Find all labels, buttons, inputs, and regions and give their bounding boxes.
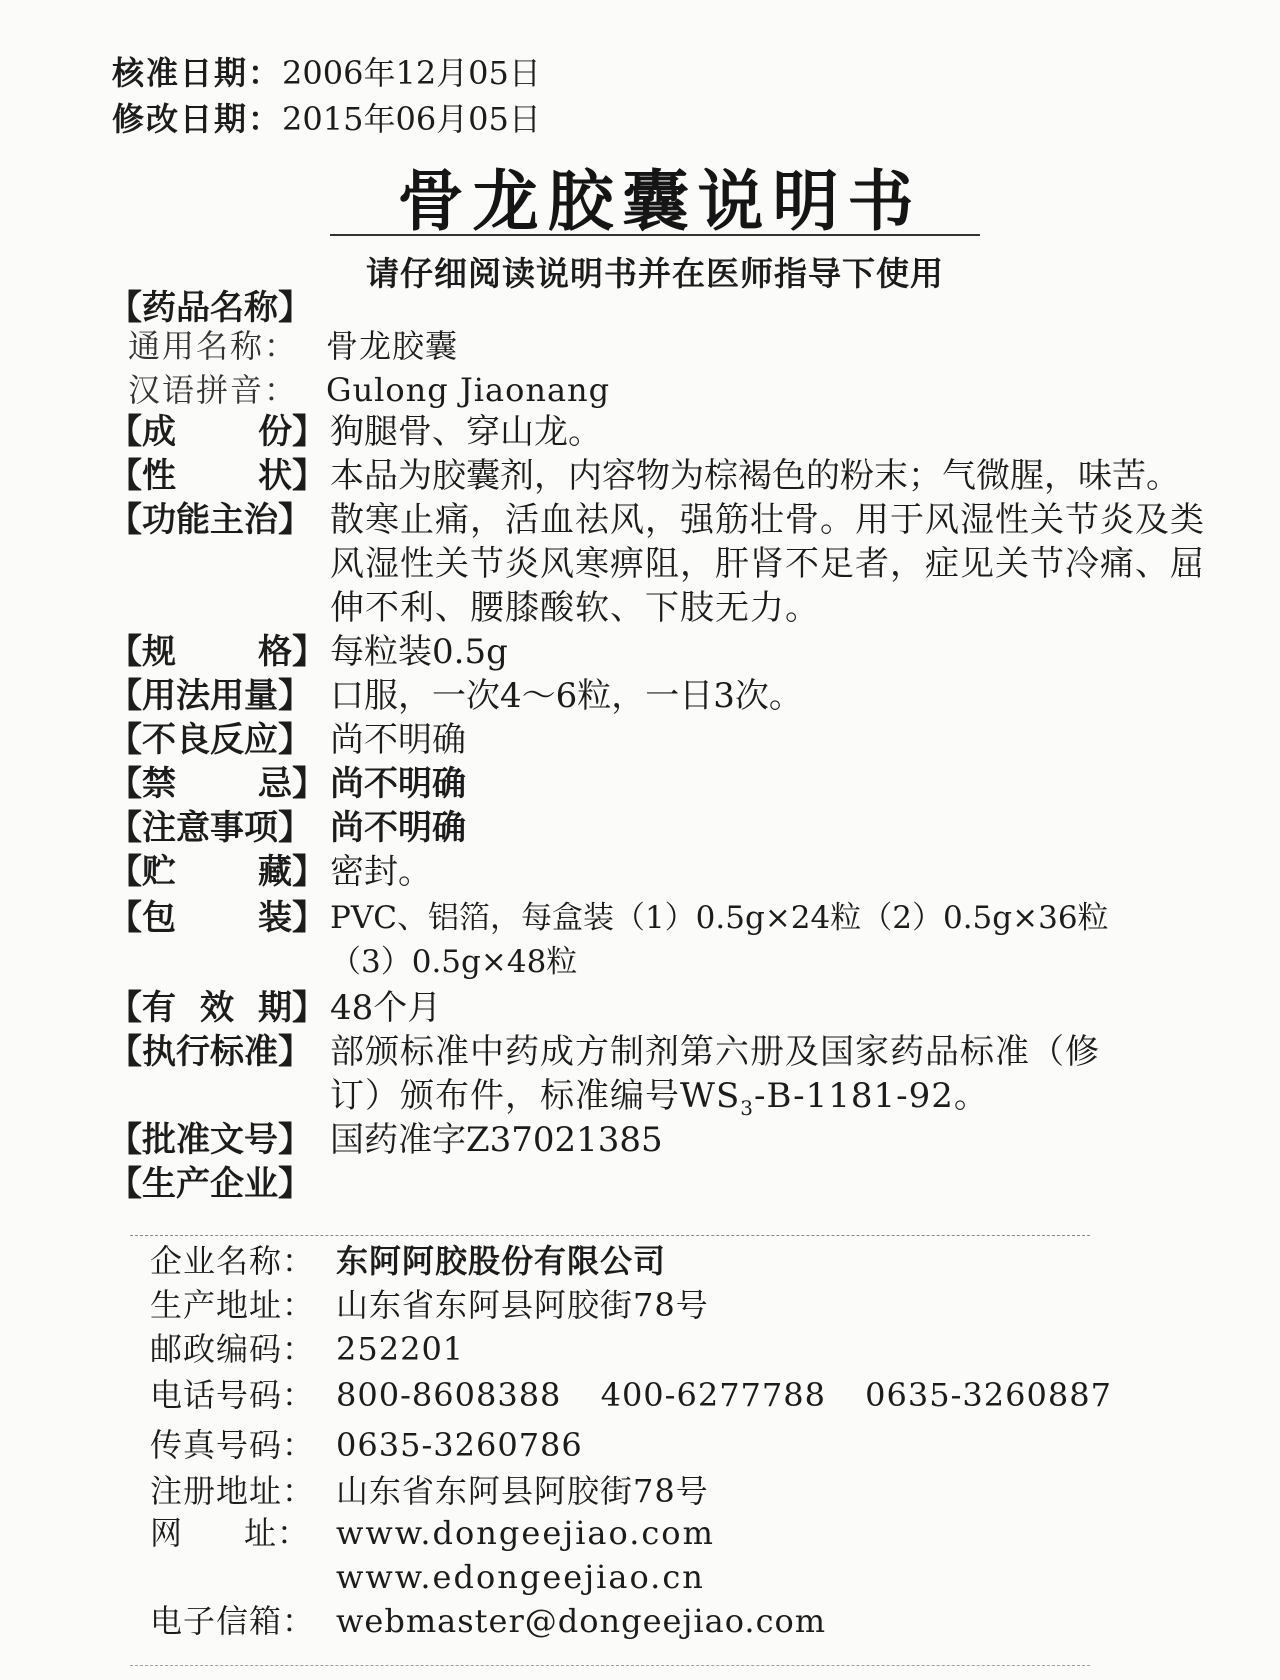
generic-name-label: 通用名称： [128, 327, 299, 365]
production-address-label: 生产地址： [150, 1286, 316, 1324]
website-link-2[interactable]: www.edongeejiao.cn [336, 1558, 705, 1596]
composition-value: 狗腿骨、穿山龙。 [330, 412, 602, 452]
description-label [108, 454, 326, 498]
fax-row [150, 1424, 1150, 1466]
website-label [150, 1512, 310, 1554]
specification-section [108, 630, 1220, 674]
description-value: 本品为胶囊剂，内容物为棕褐色的粉末；气微腥，味苦。 [330, 456, 1180, 496]
revision-date-label: 修改日期： [112, 100, 283, 138]
validity-value: 48个月 [330, 988, 442, 1028]
fax-label: 传真号码： [150, 1426, 316, 1464]
pinyin-value: Gulong Jiaonang [326, 371, 611, 409]
approval-date-row [112, 50, 541, 96]
production-address-value: 山东省东阿县阿胶街78号 [336, 1286, 709, 1324]
phone-value: 800-8608388 400-6277788 0635-3260887 [336, 1376, 1112, 1414]
specification-label-part1: 【规 [108, 632, 176, 672]
package-value-line2: （3）0.5g×48粒 [330, 944, 578, 980]
package-label-part2: 装】 [258, 898, 326, 938]
precautions-label: 【注意事项】 [108, 808, 312, 848]
indications-section [108, 498, 1220, 630]
indications-label: 【功能主治】 [108, 500, 312, 540]
phone-row [150, 1374, 1150, 1416]
document-title: 骨龙胶囊说明书 [397, 163, 923, 240]
registered-address-label: 注册地址： [150, 1472, 316, 1510]
storage-label [108, 850, 326, 894]
generic-name-value: 骨龙胶囊 [326, 327, 459, 365]
precautions-value: 尚不明确 [330, 808, 466, 848]
contraindications-value: 尚不明确 [330, 764, 466, 804]
approval-date-value: 2006年12月05日 [282, 54, 541, 92]
contraindications-label-part2: 忌】 [258, 764, 326, 804]
approval-number-value: 国药准字Z37021385 [330, 1120, 663, 1160]
manufacturer-divider [130, 1235, 1090, 1236]
standard-code-suffix: -B-1181-92。 [753, 1076, 989, 1116]
company-label: 企业名称： [150, 1242, 316, 1280]
precautions-section [108, 806, 1220, 850]
storage-label-part1: 【贮 [108, 852, 176, 892]
website-link-1[interactable]: www.dongeejiao.com [336, 1514, 715, 1552]
revision-date-row [112, 96, 541, 142]
website-row [150, 1512, 1150, 1554]
dosage-section [108, 674, 1220, 718]
standard-code-subscript: 3 [740, 1095, 754, 1120]
production-address-row [150, 1284, 1150, 1326]
specification-label [108, 630, 326, 674]
bottom-divider [130, 1665, 1090, 1666]
pinyin-row [128, 368, 1128, 412]
contraindications-label-part1: 【禁 [108, 764, 176, 804]
storage-value: 密封。 [330, 852, 432, 892]
date-block [112, 50, 541, 142]
specification-label-part2: 格】 [258, 632, 326, 672]
company-value: 东阿阿胶股份有限公司 [336, 1242, 667, 1280]
package-label [108, 896, 326, 940]
fax-value: 0635-3260786 [336, 1426, 583, 1464]
standard-label: 【执行标准】 [108, 1032, 312, 1072]
email-label: 电子信箱： [150, 1602, 316, 1640]
validity-label-part3: 期】 [258, 988, 326, 1028]
website-label-part1: 网 [150, 1514, 184, 1552]
composition-label-part1: 【成 [108, 412, 176, 452]
validity-label-part1: 【有 [108, 988, 176, 1028]
dosage-value: 口服，一次4～6粒，一日3次。 [330, 676, 803, 716]
package-label-part1: 【包 [108, 898, 176, 938]
approval-number-section [108, 1118, 1220, 1162]
drug-name-heading: 【药品名称】 [108, 288, 312, 328]
adverse-section [108, 718, 1220, 762]
description-label-part1: 【性 [108, 456, 176, 496]
approval-date-label: 核准日期： [112, 54, 283, 92]
revision-date-value: 2015年06月05日 [282, 100, 541, 138]
website-label-part2: 址： [243, 1514, 310, 1552]
specification-value: 每粒装0.5g [330, 632, 508, 672]
approval-number-label: 【批准文号】 [108, 1120, 312, 1160]
indications-value: 散寒止痛，活血祛风，强筋壮骨。用于风湿性关节炎及类风湿性关节炎风寒痹阻，肝肾不足者，症见关节冷痛、屈伸不利、腰膝酸软、下肢无力。 [330, 500, 1205, 628]
package-section [108, 896, 1220, 984]
standard-value-line1: 部颁标准中药成方制剂第六册及国家药品标准（修 [330, 1032, 1100, 1072]
description-section [108, 454, 1220, 498]
website-row-2 [336, 1556, 1280, 1598]
package-value-line1: PVC、铝箔，每盒装（1）0.5g×24粒（2）0.5g×36粒 [330, 900, 1109, 936]
contraindications-label [108, 762, 326, 806]
composition-section [108, 410, 1220, 454]
email-value[interactable]: webmaster@dongeejiao.com [336, 1602, 827, 1640]
generic-name-row [128, 324, 1128, 368]
postcode-value: 252201 [336, 1330, 465, 1368]
email-row [150, 1600, 1150, 1642]
composition-label-part2: 份】 [258, 412, 326, 452]
manufacturer-heading: 【生产企业】 [108, 1164, 312, 1204]
postcode-label: 邮政编码： [150, 1330, 316, 1368]
pinyin-label: 汉语拼音： [128, 371, 299, 409]
adverse-value: 尚不明确 [330, 720, 466, 760]
standard-section [108, 1030, 1220, 1130]
description-label-part2: 状】 [258, 456, 326, 496]
company-row [150, 1240, 1150, 1282]
validity-section [108, 986, 1220, 1030]
standard-code-prefix: 订）颁布件，标准编号WS [330, 1076, 741, 1116]
storage-section [108, 850, 1220, 894]
validity-label-part2: 效 [200, 988, 234, 1028]
contraindications-section [108, 762, 1220, 806]
adverse-label: 【不良反应】 [108, 720, 312, 760]
validity-label [108, 986, 326, 1030]
dosage-label: 【用法用量】 [108, 676, 312, 716]
document-subtitle: 请仔细阅读说明书并在医师指导下使用 [366, 254, 944, 293]
postcode-row [150, 1328, 1150, 1370]
phone-label: 电话号码： [150, 1376, 316, 1414]
registered-address-value: 山东省东阿县阿胶街78号 [336, 1472, 709, 1510]
registered-address-row [150, 1470, 1150, 1512]
storage-label-part2: 藏】 [258, 852, 326, 892]
title-divider [330, 234, 980, 236]
composition-label [108, 410, 326, 454]
